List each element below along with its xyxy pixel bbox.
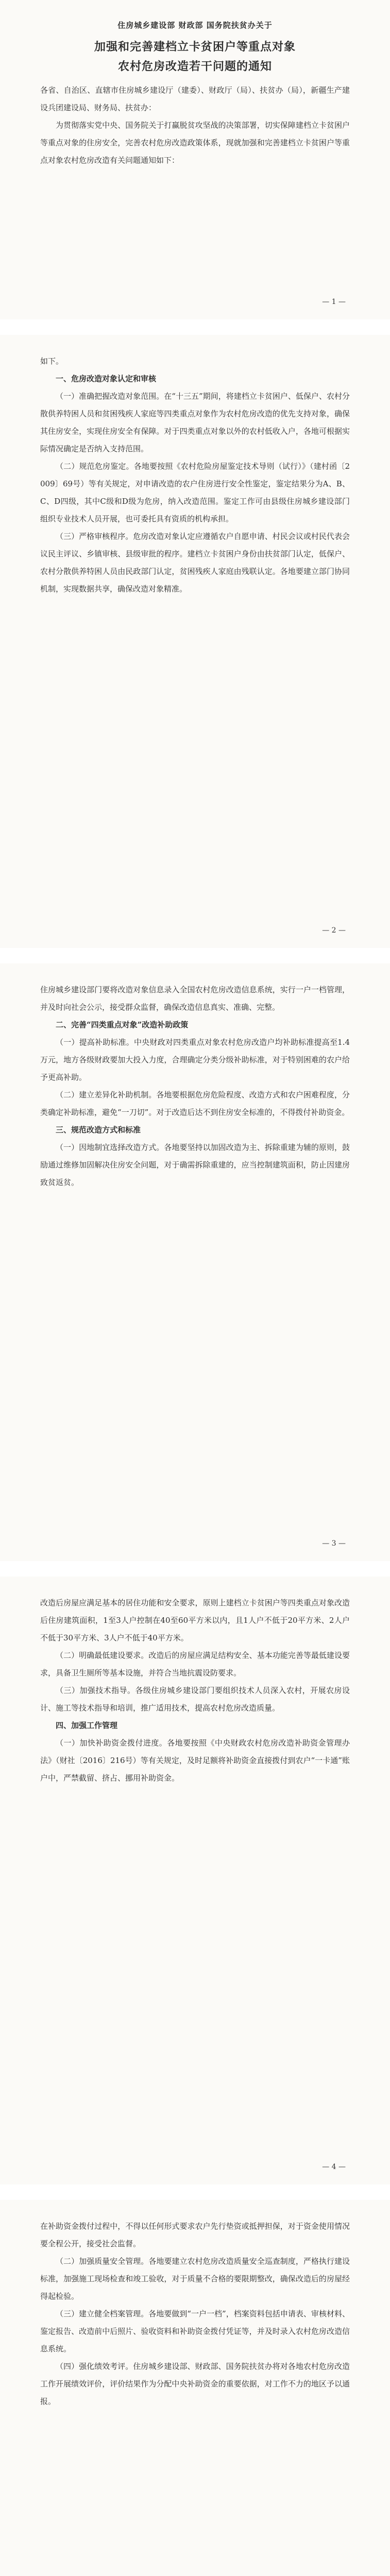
paragraph: （三）严格审核程序。危房改造对象认定应遵循农户自愿申请、村民会议或村民代表会议民主评议、乡镇审核、县级审批的程序。建档立卡贫困户身份由扶贫部门认定，低保户、农村分散供养特困人员由民政部门认定，贫困残疾人家庭由残联认定。各地要建立部门协同机制，实现数据共享，确保改造对象精准。 <box>40 532 350 594</box>
intro-paragraph: 为贯彻落实党中央、国务院关于打赢脱贫攻坚战的决策部署，切实保障建档立卡贫困户等重点对象的住房安全，完善农村危房改造政策体系，现就加强和完善建档立卡贫困户等重点对象农村危房改造有关问题通知如下： <box>40 121 350 165</box>
page-number: — 1 — <box>322 298 346 306</box>
page-number: — 2 — <box>322 926 346 935</box>
section-heading-4: 四、加强工作管理 <box>56 1721 118 1730</box>
paragraph: （四）强化绩效考评。住房城乡建设部、财政部、国务院扶贫办将对各地农村危房改造工作开展绩效评价，评价结果作为分配中央补助资金的重要依据，对工作不力的地区予以通报。 <box>40 2362 350 2406</box>
section-heading-1: 一、危房改造对象认定和审核 <box>56 374 157 383</box>
paragraph: （三）建立健全档案管理。各地要做到“一户一档”，档案资料包括申请表、审核材料、鉴定报告、改造前中后照片、验收资料和补助资金拨付凭证等，并及时录入农村危房改造信息系统。 <box>40 2309 350 2353</box>
addressee: 各省、自治区、直辖市住房城乡建设厅（建委）、财政厅（局）、扶贫办（局），新疆生产建设兵团建设局、财务局、扶贫办： <box>40 86 350 112</box>
page-number: — 3 — <box>322 1539 346 1548</box>
section-heading-2: 二、完善“四类重点对象”改造补助政策 <box>56 1020 189 1029</box>
page-4 <box>0 1577 390 2184</box>
paragraph: （一）加快补助资金拨付进度。各地要按照《中央财政农村危房改造补助资金管理办法》（财社〔2016〕216号）等有关规定，及时足额将补助资金直接拨付到农户“一卡通”账户中，严禁截留、挤占、挪用补助资金。 <box>40 1738 350 1783</box>
paragraph: （一）因地制宜选择改造方式。各地要坚持以加固改造为主、拆除重建为辅的原则，鼓励通过维修加固解决住房安全问题，对于确需拆除重建的，应当控制建筑面积，防止因建房致贫返贫。 <box>40 1143 350 1187</box>
section-heading-3: 三、规范改造方式和标准 <box>56 1125 141 1134</box>
paragraph: （一）提高补助标准。中央财政对四类重点对象农村危房改造户均补助标准提高至1.4万元，地方各级财政要加大投入力度，合理确定分类分级补助标准，对于特别困难的农户给予更高补助。 <box>40 1038 350 1082</box>
paragraph: （一）准确把握改造对象范围。在“十三五”期间，将建档立卡贫困户、低保户、农村分散供养特困人员和贫困残疾人家庭等四类重点对象作为农村危房改造的优先支持对象，确保其住房安全，实现住房安全有保障。对于四类重点对象以外的农村低收入户，各地可根据实际情况确定是否纳入支持范围。 <box>40 392 350 453</box>
paragraph: （三）加强技术指导。各级住房城乡建设部门要组织技术人员深入农村，开展农房设计、施工等技术指导和培训，推广适用技术，提高农村危房改造质量。 <box>40 1686 350 1713</box>
continuation-text: 改造后房屋应满足基本的居住功能和安全要求，原则上建档立卡贫困户等四类重点对象改造后住房建筑面积，1至3人户控制在40至60平方米以内，且1人户不低于20平方米、2人户不低于30平方米、3人户不低于40平方米。 <box>40 1598 350 1642</box>
page-5 <box>0 2200 390 2576</box>
paragraph: （二）加强质量安全管理。各地要建立农村危房改造质量安全巡查制度，严格执行建设标准，加强施工现场检查和竣工验收，对于质量不合格的要限期整改，确保改造后的房屋经得起检验。 <box>40 2257 350 2301</box>
page-3 <box>0 963 390 1561</box>
paragraph: （二）规范危房鉴定。各地要按照《农村危险房屋鉴定技术导则（试行）》（建村函〔2009〕69号）等有关规定，对申请改造的农户住房进行安全性鉴定，鉴定结果分为A、B、C、D四级，其中C级和D级为危房，纳入改造范围。鉴定工作可由县级住房城乡建设部门组织专业技术人员开展，也可委托具有资质的机构承担。 <box>40 462 350 523</box>
page-number: — 4 — <box>322 2163 346 2171</box>
continuation-text: 在补助资金拨付过程中，不得以任何形式要求农户先行垫资或抵押担保，对于资金使用情况要全程公开，接受社会监督。 <box>40 2222 350 2248</box>
doc-title <box>40 37 350 76</box>
doc-title-line-2: 农村危房改造若干问题的通知 <box>117 60 272 73</box>
continuation-text: 如下。 <box>40 357 64 366</box>
page-1 <box>0 0 390 319</box>
doc-header: 住房城乡建设部 财政部 国务院扶贫办关于 <box>117 21 273 30</box>
doc-title-line-1: 加强和完善建档立卡贫困户等重点对象 <box>94 40 296 54</box>
paragraph: （二）建立差异化补助机制。各地要根据危房危险程度、改造方式和农户困难程度，分类确定补助标准，避免“一刀切”。对于改造后达不到住房安全标准的，不得拨付补助资金。 <box>40 1090 350 1117</box>
continuation-text: 住房城乡建设部门要将改造对象信息录入全国农村危房改造信息系统，实行一户一档管理，并及时向社会公示，接受群众监督，确保改造信息真实、准确、完整。 <box>40 985 350 1012</box>
page-2 <box>0 335 390 948</box>
paragraph: （二）明确最低建设要求。改造后的房屋应满足结构安全、基本功能完善等最低建设要求，具备卫生厕所等基本设施，并符合当地抗震设防要求。 <box>40 1651 350 1677</box>
